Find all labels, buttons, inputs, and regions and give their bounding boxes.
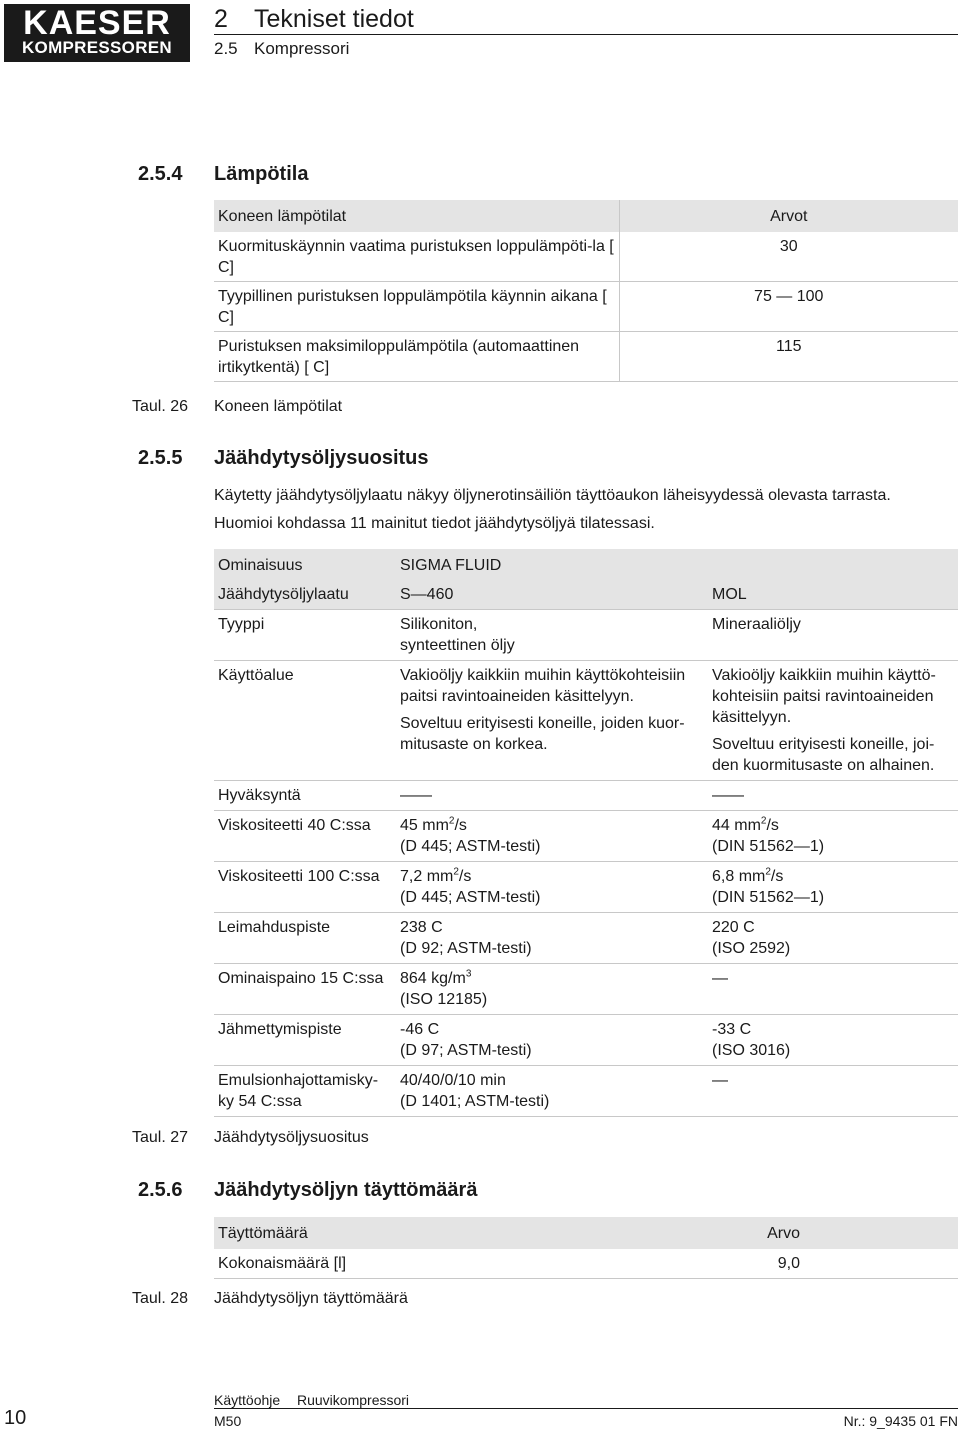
cell-line: (DIN 51562—1) bbox=[712, 889, 825, 906]
cell-line: -33 C bbox=[712, 1021, 752, 1038]
cell: MOL bbox=[708, 580, 958, 610]
logo-line2: KOMPRESSOREN bbox=[21, 38, 172, 57]
table-row bbox=[214, 1249, 958, 1279]
cell-line: (ISO 3016) bbox=[712, 1042, 791, 1059]
unit-text: /s bbox=[454, 817, 467, 834]
heading-number: 2.5.4 bbox=[138, 163, 183, 185]
row-label: Käyttöalue bbox=[214, 661, 396, 781]
cell-line: (D 1401; ASTM-testi) bbox=[400, 1093, 550, 1110]
unit-text: /s bbox=[766, 817, 779, 834]
paragraph: Huomioi kohdassa 11 mainitut tiedot jäähdytysöljyä tilatessasi. bbox=[214, 515, 655, 532]
cell: — bbox=[708, 1066, 958, 1117]
header-cell: Koneen lämpötilat bbox=[214, 200, 619, 232]
table-oil-recommendation bbox=[214, 549, 958, 1117]
row-label: Jäähdytysöljylaatu bbox=[214, 580, 396, 610]
header-cell: Arvot bbox=[619, 200, 958, 232]
row-label: Jähmettymispiste bbox=[214, 1015, 396, 1066]
cell-paragraph: Soveltuu erityisesti koneille, joiden kuor-mitusaste on korkea. bbox=[400, 715, 685, 753]
table-caption-number: Taul. 26 bbox=[132, 398, 189, 415]
cell-line: (ISO 12185) bbox=[400, 991, 488, 1008]
section-heading bbox=[214, 38, 349, 60]
footer-model: M50 bbox=[214, 1413, 242, 1429]
chapter-number: 2 bbox=[214, 5, 228, 33]
header-rule bbox=[214, 34, 958, 35]
chapter-heading bbox=[214, 5, 414, 33]
table-row bbox=[214, 661, 958, 781]
header-cell: SIGMA FLUID bbox=[396, 549, 708, 580]
table-caption: Jäähdytysöljysuositus bbox=[214, 1129, 369, 1146]
row-label: Ominaispaino 15 C:ssa bbox=[214, 964, 396, 1015]
table-row bbox=[214, 232, 958, 282]
cell: —— bbox=[708, 781, 958, 811]
section-number: 2.5 bbox=[214, 39, 238, 58]
cell bbox=[396, 1066, 708, 1117]
cell-paragraph: Vakioöljy kaikkiin muihin käyttökohteisiin paitsi ravintoaineiden käsittelyyn. bbox=[400, 667, 686, 705]
cell bbox=[708, 913, 958, 964]
cell bbox=[396, 811, 708, 862]
header-cell: Täyttömäärä bbox=[214, 1217, 619, 1249]
table-row bbox=[214, 610, 958, 661]
superscript: 3 bbox=[465, 968, 472, 980]
footer-doc-subject: Ruuvikompressori bbox=[297, 1392, 410, 1408]
row-label: Hyväksyntä bbox=[214, 781, 396, 811]
logo-line1: KAESER bbox=[23, 4, 171, 42]
table-row bbox=[214, 1015, 958, 1066]
table-machine-temperatures bbox=[214, 200, 958, 382]
cell: —— bbox=[396, 781, 708, 811]
page-number: 10 bbox=[4, 1407, 27, 1429]
cell-line: (ISO 2592) bbox=[712, 940, 791, 957]
value-text: 44 mm bbox=[712, 817, 761, 834]
superscript: 2 bbox=[453, 866, 459, 878]
footer-document-number: Nr.: 9_9435 01 FN bbox=[843, 1413, 958, 1429]
table-header-row bbox=[214, 200, 958, 232]
cell-line: 40/40/0/10 min bbox=[400, 1072, 506, 1089]
table-row bbox=[214, 1066, 958, 1117]
table-row bbox=[214, 913, 958, 964]
table-row bbox=[214, 964, 958, 1015]
row-label: Viskositeetti 100 C:ssa bbox=[214, 862, 396, 913]
row-value: 75 — 100 bbox=[619, 282, 958, 332]
header-cell: Ominaisuus bbox=[214, 549, 396, 580]
table-caption: Koneen lämpötilat bbox=[214, 398, 343, 415]
cell: — bbox=[708, 964, 958, 1015]
heading-title: Jäähdytysöljysuositus bbox=[214, 447, 429, 469]
table-row bbox=[214, 282, 958, 332]
unit-text: /s bbox=[458, 868, 472, 885]
table-row bbox=[214, 811, 958, 862]
cell-line bbox=[712, 866, 954, 887]
cell bbox=[708, 862, 958, 913]
row-label: Kokonaismäärä [l] bbox=[214, 1249, 619, 1279]
row-value: 9,0 bbox=[619, 1249, 958, 1279]
table-row bbox=[214, 862, 958, 913]
cell-line: (DIN 51562—1) bbox=[712, 838, 825, 855]
header-cell bbox=[708, 549, 958, 580]
cell bbox=[708, 661, 958, 781]
table-row bbox=[214, 580, 958, 610]
cell-line: (D 97; ASTM-testi) bbox=[400, 1042, 532, 1059]
value-text: 864 kg/m bbox=[400, 970, 466, 987]
header-cell: Arvo bbox=[619, 1217, 958, 1249]
cell-line: synteettinen öljy bbox=[400, 637, 515, 654]
cell bbox=[396, 610, 708, 661]
superscript: 2 bbox=[760, 815, 767, 827]
cell-line bbox=[400, 815, 704, 836]
heading-title: Lämpötila bbox=[214, 163, 309, 185]
cell-line: -46 C bbox=[400, 1021, 440, 1038]
cell-line bbox=[400, 866, 704, 887]
cell bbox=[396, 1015, 708, 1066]
unit-text: /s bbox=[770, 868, 784, 885]
section-title: Kompressori bbox=[254, 39, 350, 58]
row-label: Kuormituskäynnin vaatima puristuksen loppulämpöti-la [ C] bbox=[214, 232, 619, 282]
row-label: Tyyppi bbox=[214, 610, 396, 661]
cell-paragraph: Soveltuu erityisesti koneille, joi-den kuormitusaste on alhainen. bbox=[712, 736, 935, 774]
cell-line: Silikoniton, bbox=[400, 616, 478, 633]
heading-title: Jäähdytysöljyn täyttömäärä bbox=[214, 1179, 478, 1201]
cell-line: (D 445; ASTM-testi) bbox=[400, 838, 541, 855]
table-caption-number: Taul. 27 bbox=[132, 1129, 189, 1146]
heading-number: 2.5.6 bbox=[138, 1179, 183, 1201]
row-label: Viskositeetti 40 C:ssa bbox=[214, 811, 396, 862]
value-text: 7,2 mm bbox=[400, 868, 454, 885]
paragraph: Käytetty jäähdytysöljylaatu näkyy öljynerotinsäiliön täyttöaukon läheisyydessä olevasta tarrasta. bbox=[214, 487, 891, 504]
cell bbox=[708, 1015, 958, 1066]
row-label: Leimahduspiste bbox=[214, 913, 396, 964]
cell-line: 238 C bbox=[400, 919, 443, 936]
superscript: 2 bbox=[765, 866, 771, 878]
table-caption: Jäähdytysöljyn täyttömäärä bbox=[214, 1290, 408, 1307]
cell bbox=[396, 862, 708, 913]
value-text: 45 mm bbox=[400, 817, 449, 834]
table-oil-fill-quantity bbox=[214, 1217, 958, 1279]
cell-line: (D 445; ASTM-testi) bbox=[400, 889, 541, 906]
cell bbox=[396, 964, 708, 1015]
cell-line: 220 C bbox=[712, 919, 755, 936]
cell-line: (D 92; ASTM-testi) bbox=[400, 940, 532, 957]
row-value: 30 bbox=[619, 232, 958, 282]
cell bbox=[708, 811, 958, 862]
cell: S—460 bbox=[396, 580, 708, 610]
kaeser-logo bbox=[4, 4, 190, 62]
table-header-row bbox=[214, 1217, 958, 1249]
footer-rule bbox=[214, 1408, 958, 1409]
cell bbox=[396, 913, 708, 964]
row-label: Tyypillinen puristuksen loppulämpötila käynnin aikana [ C] bbox=[214, 282, 619, 332]
row-label: Puristuksen maksimiloppulämpötila (automaattinen irtikytkentä) [ C] bbox=[214, 332, 619, 382]
table-caption-number: Taul. 28 bbox=[132, 1290, 189, 1307]
table-header-row bbox=[214, 549, 958, 580]
heading-number: 2.5.5 bbox=[138, 447, 183, 469]
footer-doc-type: Käyttöohje bbox=[214, 1392, 281, 1408]
cell: Mineraaliöljy bbox=[708, 610, 958, 661]
row-label: Emulsionhajottamisky-ky 54 C:ssa bbox=[214, 1066, 396, 1117]
table-row bbox=[214, 781, 958, 811]
chapter-title: Tekniset tiedot bbox=[254, 5, 414, 33]
row-value: 115 bbox=[619, 332, 958, 382]
cell-line bbox=[400, 968, 704, 989]
cell-line bbox=[712, 815, 954, 836]
value-text: 6,8 mm bbox=[712, 868, 766, 885]
table-row bbox=[214, 332, 958, 382]
superscript: 2 bbox=[448, 815, 455, 827]
cell-paragraph: Vakioöljy kaikkiin muihin käyttö-kohteisiin paitsi ravintoaineiden käsittelyyn. bbox=[712, 667, 936, 726]
cell bbox=[396, 661, 708, 781]
